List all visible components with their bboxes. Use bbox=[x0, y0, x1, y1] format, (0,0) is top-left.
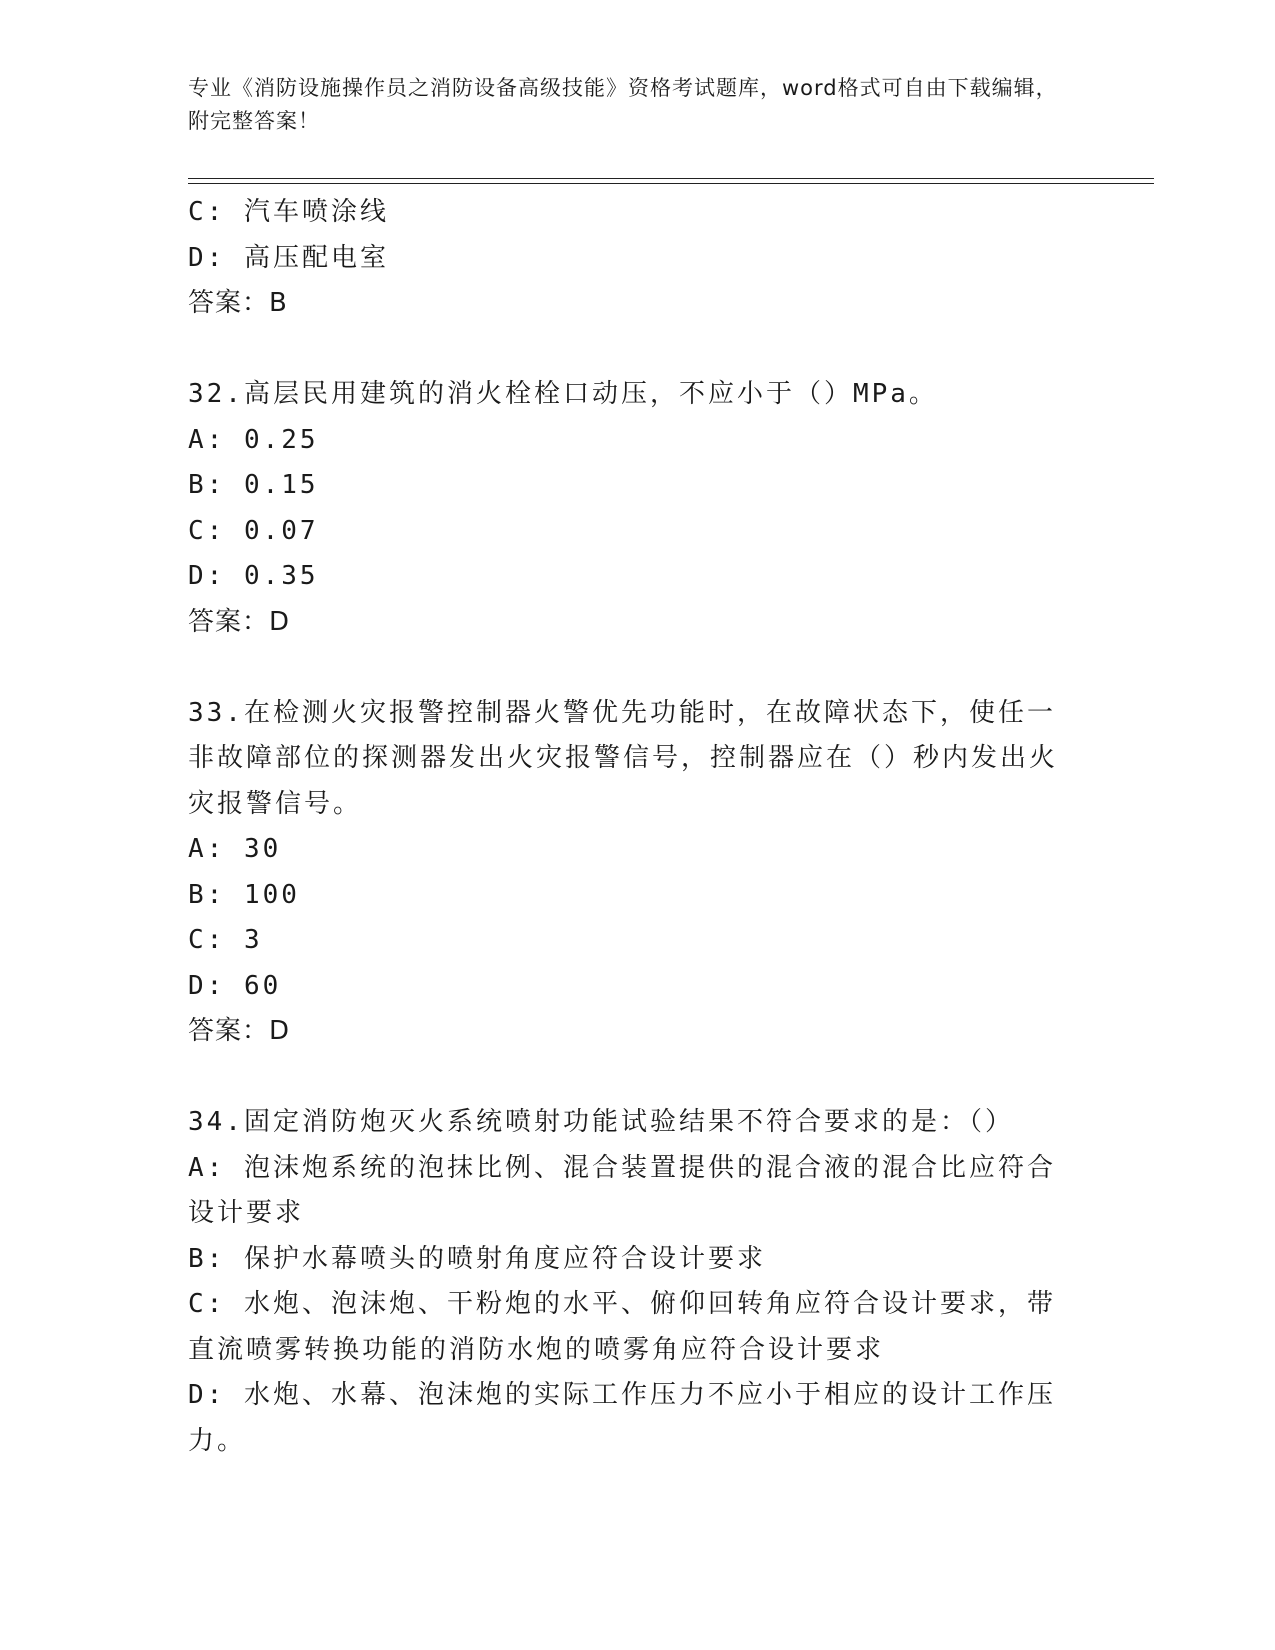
option-d: D: 水炮、水幕、泡沫炮的实际工作压力不应小于相应的设计工作压力。 bbox=[188, 1380, 1056, 1456]
option-b: B: 保护水幕喷头的喷射角度应符合设计要求 bbox=[188, 1243, 766, 1274]
spacer bbox=[188, 1055, 1068, 1101]
question-stem: 34.固定消防炮灭火系统喷射功能试验结果不符合要求的是：（） bbox=[188, 1107, 1014, 1137]
option-c: C: 水炮、泡沫炮、干粉炮的水平、俯仰回转角应符合设计要求，带直流喷雾转换功能的消防水炮的喷雾角应符合设计要求 bbox=[188, 1289, 1056, 1365]
question-stem: 32.高层民用建筑的消火栓栓口动压，不应小于（）MPa。 bbox=[188, 379, 938, 409]
answer-line: 答案：B bbox=[188, 288, 288, 318]
option-c: C: 0.07 bbox=[188, 515, 319, 546]
option-a: A: 泡沫炮系统的泡抹比例、混合装置提供的混合液的混合比应符合设计要求 bbox=[188, 1152, 1056, 1228]
option-b: B: 0.15 bbox=[188, 470, 319, 500]
option-a: A: 0.25 bbox=[188, 424, 319, 455]
answer-line: 答案：D bbox=[188, 606, 291, 637]
spacer bbox=[188, 327, 1068, 373]
question-32 bbox=[188, 372, 1068, 645]
question-34 bbox=[188, 1100, 1068, 1464]
question-stem: 33.在检测火灾报警控制器火警优先功能时，在故障状态下，使任一非故障部位的探测器发出火灾报警信号，控制器应在（）秒内发出火灾报警信号。 bbox=[188, 697, 1059, 819]
header-rule-bottom bbox=[188, 183, 1154, 184]
option-d: D: 高压配电室 bbox=[188, 242, 389, 273]
option-d: D: 0.35 bbox=[188, 561, 319, 591]
document-header: 专业《消防设施操作员之消防设备高级技能》资格考试题库，word格式可自由下载编辑，附完整答案！ bbox=[188, 76, 1058, 133]
spacer bbox=[188, 645, 1068, 691]
answer-line: 答案：D bbox=[188, 1016, 291, 1046]
option-d: D: 60 bbox=[188, 970, 282, 1001]
prev-question-block bbox=[188, 190, 1068, 327]
option-c: C: 汽车喷涂线 bbox=[188, 197, 389, 227]
option-b: B: 100 bbox=[188, 879, 300, 910]
option-a: A: 30 bbox=[188, 834, 282, 864]
question-33 bbox=[188, 691, 1068, 1055]
option-c: C: 3 bbox=[188, 925, 263, 955]
question-content bbox=[188, 190, 1068, 1464]
header-rule-top bbox=[188, 178, 1154, 179]
